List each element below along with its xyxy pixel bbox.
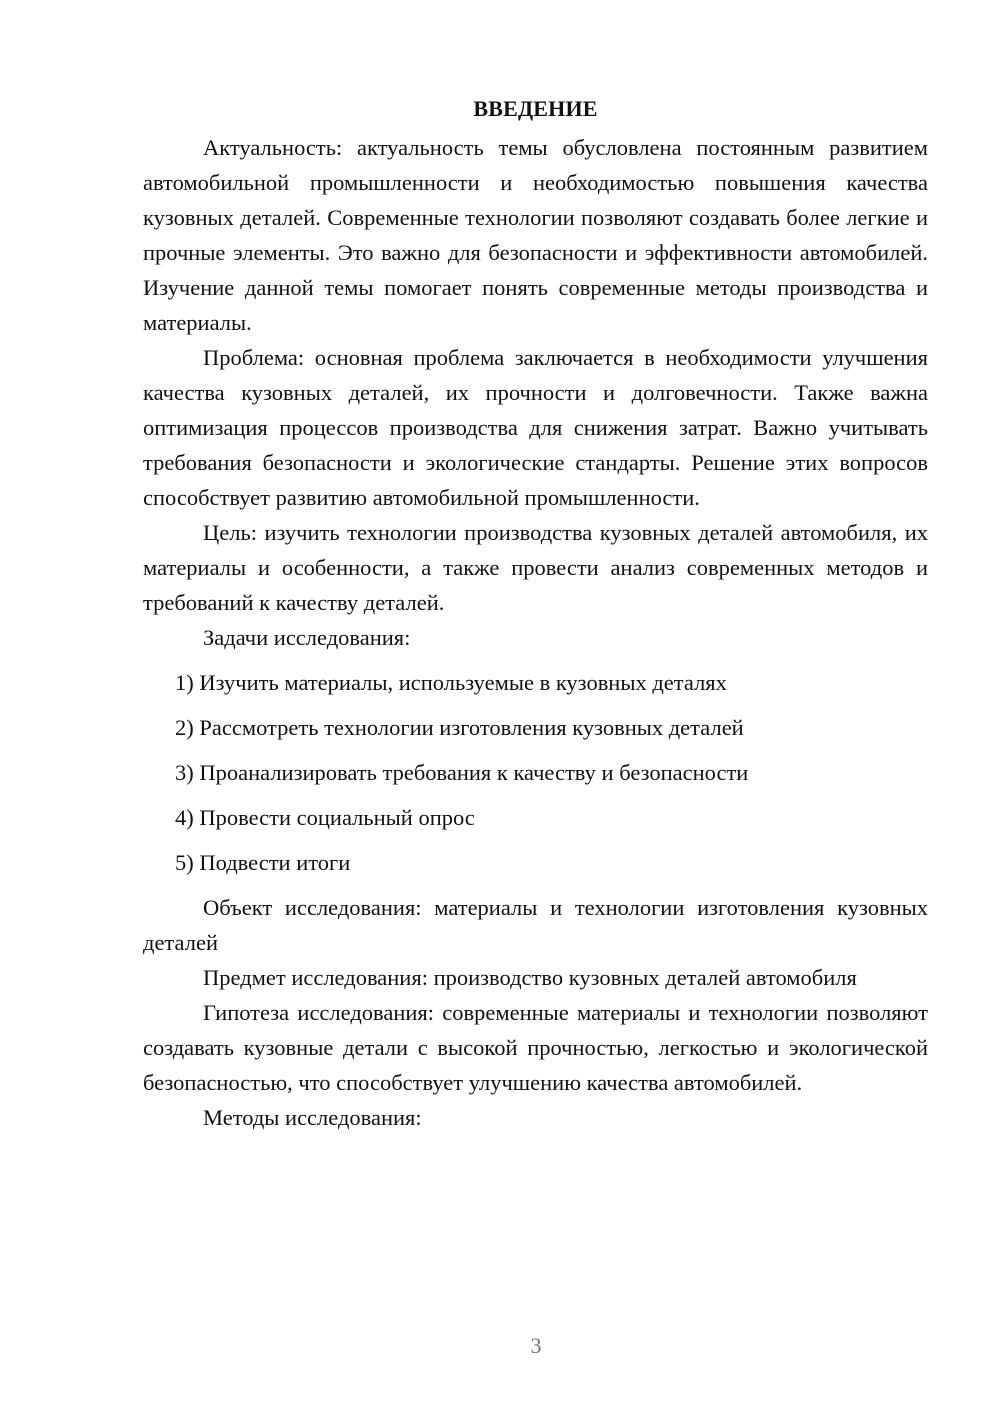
task-item: 1) Изучить материалы, используемые в кузовных деталях <box>175 670 727 695</box>
methods-heading: Методы исследования: <box>203 1105 422 1130</box>
tasks-list <box>143 665 928 880</box>
page-number: 3 <box>530 1333 542 1358</box>
hypothesis-paragraph: Гипотеза исследования: современные материалы и технологии позволяют создавать кузовные детали с высокой прочностью, легкостью и экологической безопасностью, что способствует улучшению качества автомобилей. <box>143 1000 928 1095</box>
object-paragraph: Объект исследования: материалы и технологии изготовления кузовных деталей <box>143 895 928 955</box>
subject-paragraph: Предмет исследования: производство кузовных деталей автомобиля <box>203 965 857 990</box>
page-title: ВВЕДЕНИЕ <box>473 96 598 121</box>
task-item: 4) Провести социальный опрос <box>175 805 475 830</box>
page-content <box>143 94 928 1135</box>
relevance-paragraph: Актуальность: актуальность темы обусловлена постоянным развитием автомобильной промышленности и необходимостью повышения качества кузовных деталей. Современные технологии позволяют создавать более легкие и прочные элементы. Это важно для безопасности и эффективности автомобилей. Изучение данной темы помогает понять современные методы производства и материалы. <box>143 135 928 335</box>
tasks-heading: Задачи исследования: <box>203 625 411 650</box>
task-item: 5) Подвести итоги <box>175 850 351 875</box>
task-item: 2) Рассмотреть технологии изготовления кузовных деталей <box>175 715 744 740</box>
problem-paragraph: Проблема: основная проблема заключается в необходимости улучшения качества кузовных деталей, их прочности и долговечности. Также важна оптимизация процессов производства для снижения затрат. Важно учитывать требования безопасности и экологические стандарты. Решение этих вопросов способствует развитию автомобильной промышленности. <box>143 345 928 510</box>
goal-paragraph: Цель: изучить технологии производства кузовных деталей автомобиля, их материалы и особенности, а также провести анализ современных методов и требований к качеству деталей. <box>143 520 928 615</box>
task-item: 3) Проанализировать требования к качеству и безопасности <box>175 760 749 785</box>
